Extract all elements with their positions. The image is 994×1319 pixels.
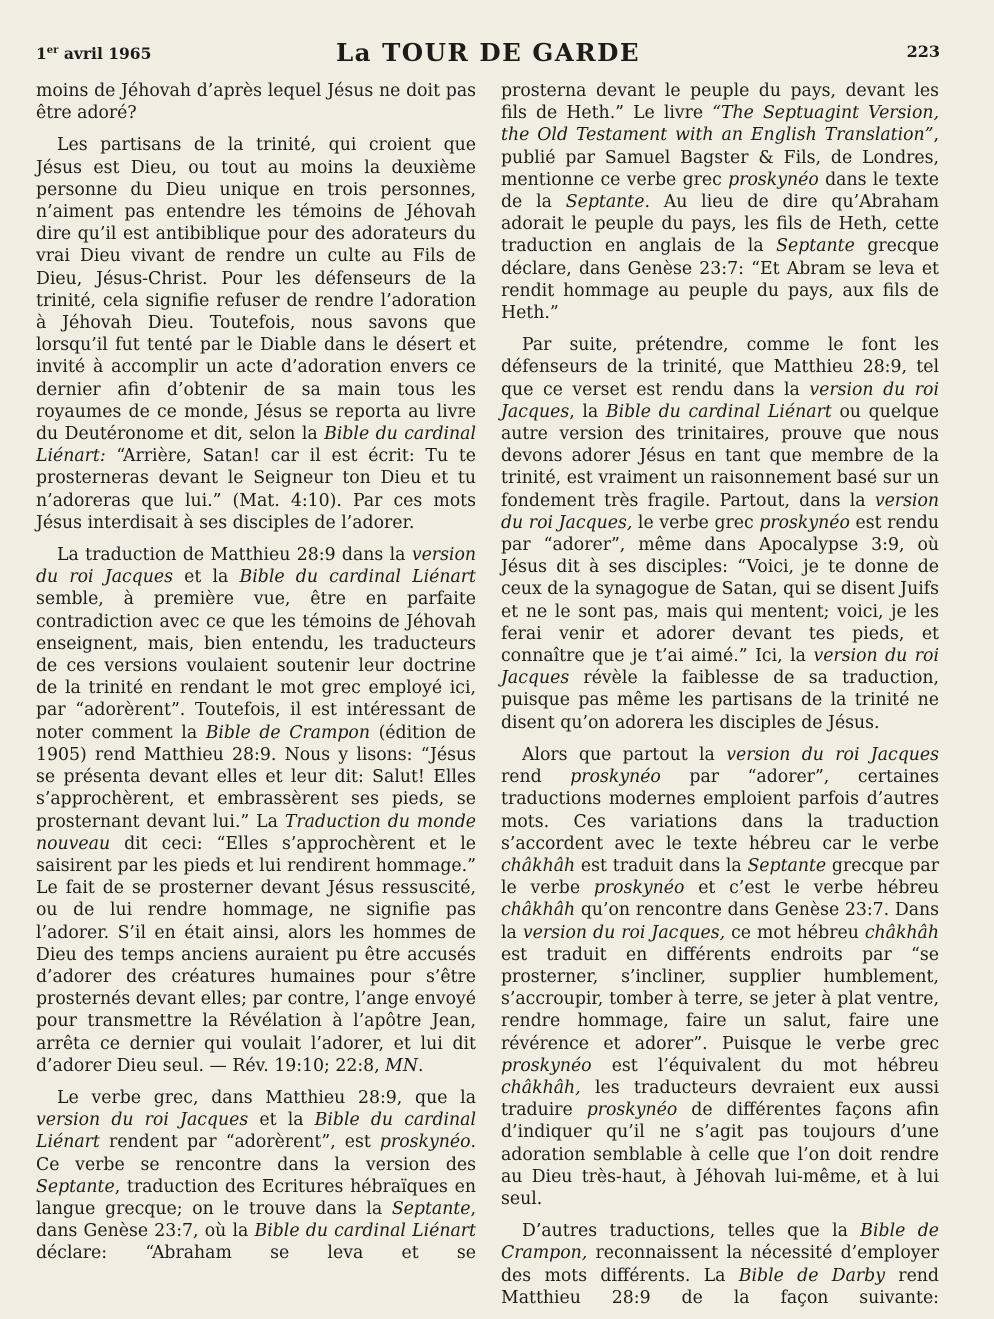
left-column bbox=[36, 80, 476, 1275]
paragraph: Les partisans de la trinité, qui croient que Jésus est Dieu, ou tout au moins la deuxième personne du Dieu unique en trois personnes, n’aiment pas entendre les témoins de Jéhovah dire qu’il est antibiblique pour des adorateurs du vrai Dieu vivant de rendre un culte au Fils de Dieu, Jésus-Christ. Pour les défenseurs de la trinité, cela signifie refuser de rendre l’adoration à Jéhovah Dieu. Toutefois, nous savons que lorsqu’il fut tenté par le Diable dans le désert et invité à accomplir un acte d’adoration envers ce dernier afin d’obtenir de sa main tous les royaumes de ce monde, Jésus se reporta au livre du Deutéronome et dit, selon la Bible du cardinal Liénart: “Arrière, Satan! car il est écrit: Tu te prosterneras devant le Seigneur ton Dieu et tu n’adoreras que lui.” (Mat. 4:10). Par ces mots Jésus interdisait à ses disciples de l’adorer. bbox=[36, 135, 476, 533]
right-column bbox=[501, 80, 939, 1319]
page-number: 223 bbox=[906, 42, 940, 61]
paragraph: Le verbe grec, dans Matthieu 28:9, que la version du roi Jacques et la Bible du cardinal Liénart rendent par “adorèrent”, est proskynéo. Ce verbe se rencontre dans la version des Septante, traduction des Ecritures hébraïques en langue grecque; on le trouve dans la Septante, dans Genèse 23:7, où la Bible du cardinal Liénart déclare: “Abraham se leva et se bbox=[36, 1087, 477, 1264]
paragraph: prosterna devant le peuple du pays, devant les fils de Heth.” Le livre “The Septuagint Version, the Old Testament with an English Translation”, publié par Samuel Bagster & Fils, de Londres, mentionne ce verbe grec proskynéo dans le texte de la Septante. Au lieu de dire qu’Abraham adorait le peuple du pays, les fils de Heth, cette traduction en anglais de la Septante grecque déclare, dans Genèse 23:7: “Et Abram se leva et rendit hommage au peuple du pays, aux fils de Heth.” bbox=[501, 81, 939, 324]
paragraph: moins de Jéhovah d’après lequel Jésus ne doit pas être adoré? bbox=[36, 81, 476, 124]
paragraph: Par suite, prétendre, comme le font les défenseurs de la trinité, que Matthieu 28:9, tel que ce verset est rendu dans la version du roi Jacques, la Bible du cardinal Liénart ou quelque autre version des trinitaires, prouve que nous devons adorer Jésus en tant que membre de la trinité, est vraiment un raisonnement basé sur un fondement très fragile. Partout, dans la version du roi Jacques, le verbe grec proskynéo est rendu par “adorer”, même dans Apocalypse 3:9, où Jésus dit à ses disciples: “Voici, je te donne de ceux de la synagogue de Satan, qui se disent Juifs et ne le sont pas, mais qui mentent; voici, je les ferai venir et adorer devant tes pieds, et connaître que je t’ai aimé.” Ici, la version du roi Jacques révèle la faiblesse de sa traduction, puisque pas même les partisans de la trinité ne disent qu’on adorera les disciples de Jésus. bbox=[501, 335, 940, 733]
magazine-title: La TOUR DE GARDE bbox=[335, 38, 641, 67]
paragraph: La traduction de Matthieu 28:9 dans la version du roi Jacques et la Bible du cardinal Liénart semble, à première vue, être en parfaite contradiction avec ce que les témoins de Jéhovah enseignent, mais, bien entendu, les traducteurs de ces versions voulaient soutenir leur doctrine de la trinité en rendant le mot grec employé ici, par “adorèrent”. Toutefois, il est intéressant de noter comment la Bible de Crampon (édition de 1905) rend Matthieu 28:9. Nous y lisons: “Jésus se présenta devant elles et leur dit: Salut! Elles s’approchèrent, et embrassèrent ses pieds, se prosternant devant lui.” La Traduction du monde nouveau dit ceci: “Elles s’approchèrent et le saisirent par les pieds et lui rendirent hommage.” Le fait de se prosterner devant Jésus ressuscité, ou de lui rendre hommage, ne signifie pas l’adorer. S’il en était ainsi, alors les hommes de Dieu des temps anciens auraient pu être accusés d’adorer des créatures humaines pour s’être prosternés devant elles; par contre, l’ange envoyé pour transmettre la Révélation à l’apôtre Jean, arrêta ce dernier qui voulait l’adorer, et lui dit d’adorer Dieu seul. — Rév. 19:10; 22:8, MN. bbox=[36, 545, 477, 1076]
paragraph: Alors que partout la version du roi Jacques rend proskynéo par “adorer”, certaines traductions modernes emploient parfois d’autres mots. Ces variations dans la traduction s’accordent avec le texte hébreu car le verbe châkhâh est traduit dans la Septante grecque par le verbe proskynéo et c’est le verbe hébreu châkhâh qu’on rencontre dans Genèse 23:7. Dans la version du roi Jacques, ce mot hébreu châkhâh est traduit en différents endroits par “se prosterner, s’incliner, supplier humblement, s’accroupir, tomber à terre, se jeter à plat ventre, rendre hommage, faire un salut, faire une révérence et adorer”. Puisque le verbe grec proskynéo est l’équivalent du mot hébreu châkhâh, les traducteurs devraient eux aussi traduire proskynéo de différentes façons afin d’indiquer qu’il ne s’agit pas toujours d’une adoration semblable à celle que l’on doit rendre au Dieu très-haut, à Jéhovah lui-même, et à lui seul. bbox=[501, 744, 940, 1209]
paragraph: D’autres traductions, telles que la Bible de Crampon, reconnaissent la nécessité d’employer des mots différents. La Bible de Darby rend Matthieu 28:9 de la façon suivante: bbox=[501, 1221, 939, 1308]
issue-date: 1er avril 1965 bbox=[36, 44, 152, 63]
page-header bbox=[36, 38, 940, 72]
